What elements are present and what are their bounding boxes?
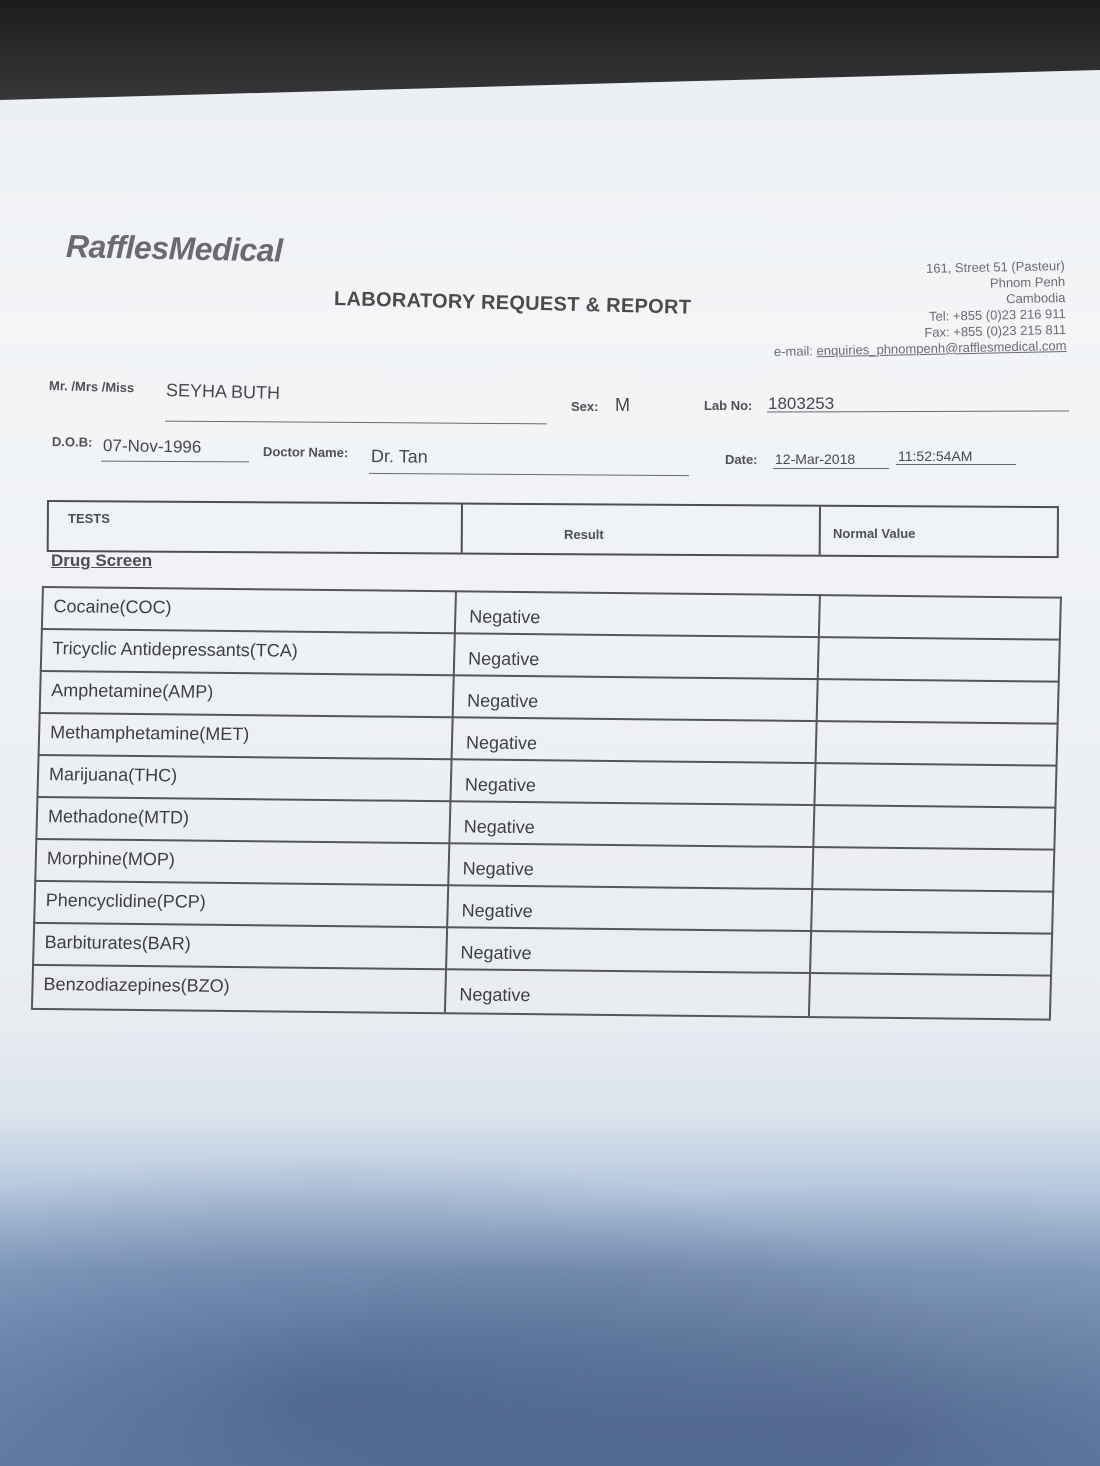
time-underline [896, 464, 1016, 465]
sex-label: Sex: [571, 399, 599, 414]
doctor-name: Dr. Tan [370, 446, 428, 467]
header-divider-normal [819, 507, 821, 555]
report-title: LABORATORY REQUEST & REPORT [333, 288, 692, 319]
test-name: Morphine(MOP) [46, 848, 176, 870]
date-label: Date: [725, 452, 758, 467]
dob-label: D.O.B: [51, 434, 93, 450]
header-tests: TESTS [68, 511, 110, 526]
dob-underline [101, 461, 249, 463]
date-underline [773, 468, 889, 469]
test-result: Negative [467, 648, 540, 670]
test-name: Methamphetamine(MET) [49, 722, 250, 745]
patient-name: SEYHA BUTH [165, 380, 281, 403]
test-name: Phencyclidine(PCP) [45, 890, 207, 912]
clinic-address [772, 258, 1067, 360]
section-drug-screen: Drug Screen [51, 551, 153, 570]
report-date: 12-Mar-2018 [775, 451, 856, 467]
test-name: Barbiturates(BAR) [44, 932, 191, 954]
test-result: Negative [463, 816, 536, 838]
test-name: Methadone(MTD) [47, 806, 190, 828]
raffles-medical-logo: RafflesMedical [65, 228, 283, 269]
test-result: Negative [461, 900, 533, 922]
patient-sex: M [615, 395, 630, 415]
address-line-1: 161, Street 51 (Pasteur) [926, 258, 1066, 276]
email-label: e-mail: [774, 343, 814, 360]
test-result: Negative [459, 984, 531, 1006]
header-normal-value: Normal Value [833, 526, 916, 541]
header-result: Result [564, 527, 604, 542]
email-link[interactable]: enquiries_phnompenh@rafflesmedical.com [816, 337, 1067, 359]
address-fax: Fax: +855 (0)23 215 811 [924, 321, 1067, 340]
test-result: Negative [466, 690, 539, 712]
name-underline [165, 421, 547, 425]
name-label: Mr. /Mrs /Miss [48, 378, 135, 396]
doctor-underline [369, 473, 689, 476]
address-line-2: Phnom Penh [990, 274, 1066, 291]
test-name: Tricyclic Antidepressants(TCA) [52, 638, 299, 661]
test-result: Negative [464, 774, 537, 796]
address-tel: Tel: +855 (0)23 216 911 [929, 306, 1067, 324]
test-name: Benzodiazepines(BZO) [43, 974, 230, 996]
labno-label: Lab No: [704, 398, 753, 413]
test-result: Negative [460, 942, 532, 964]
results-grid [31, 586, 1062, 1017]
test-result: Negative [462, 858, 535, 880]
report-time: 11:52:54AM [898, 448, 973, 464]
doctor-label: Doctor Name: [262, 444, 349, 461]
date-of-birth: 07-Nov-1996 [102, 436, 202, 457]
test-result: Negative [465, 732, 538, 754]
labno-underline [767, 410, 1069, 412]
test-name: Marijuana(THC) [48, 764, 178, 786]
test-name: Amphetamine(AMP) [51, 680, 214, 702]
table-row [31, 964, 1052, 1021]
header-divider-result [461, 505, 463, 553]
test-name: Cocaine(COC) [53, 596, 172, 618]
lab-number: 1803253 [768, 394, 835, 413]
test-result: Negative [469, 606, 541, 628]
address-line-3: Cambodia [1006, 290, 1066, 307]
